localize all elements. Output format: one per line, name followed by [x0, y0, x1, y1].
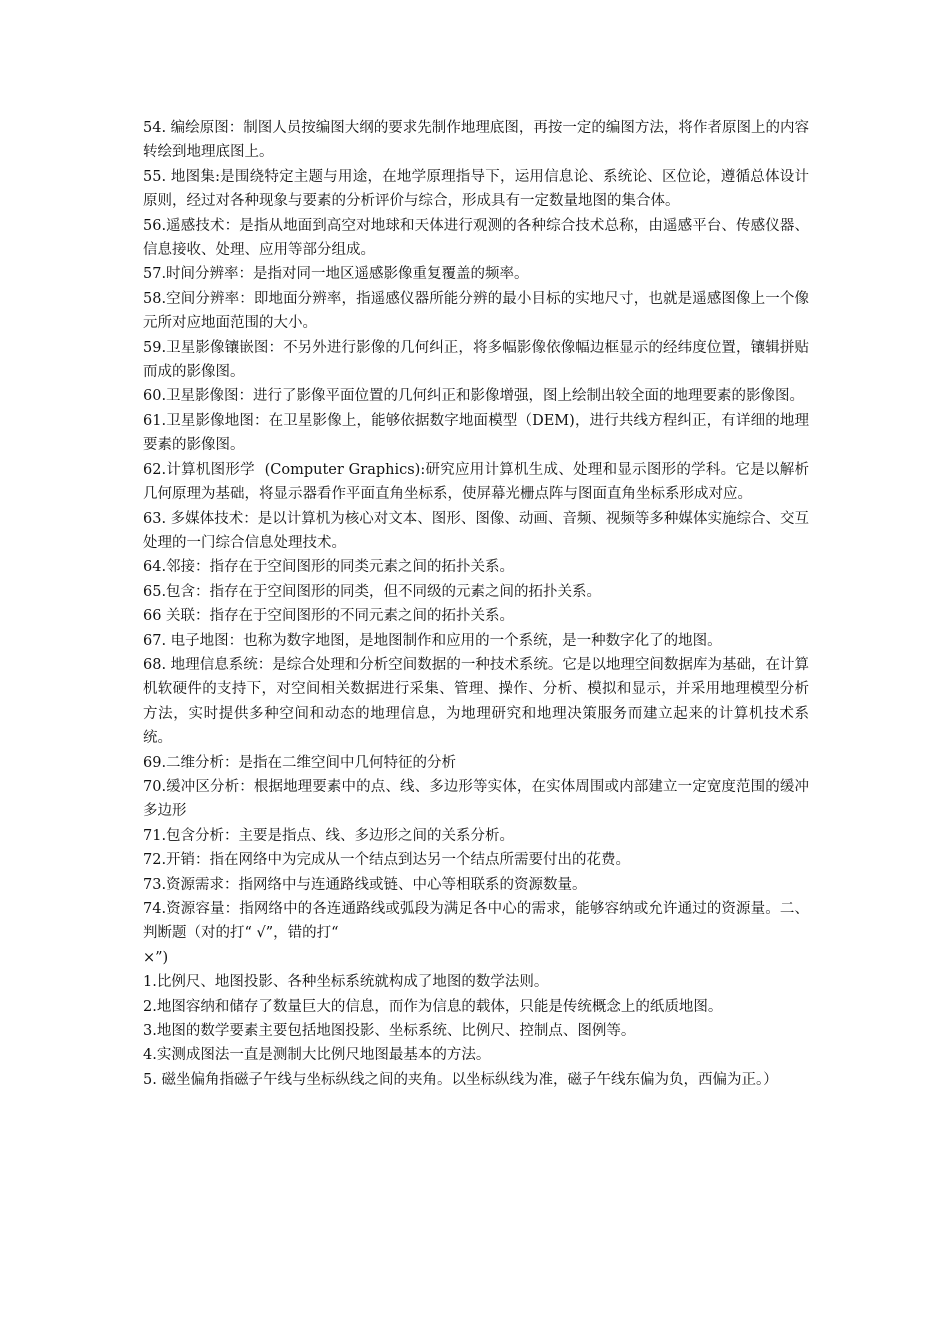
paragraph-62: 62.计算机图形学 (Computer Graphics):研究应用计算机生成、处理和显示图形的学科。它是以解析几何原理为基础，将显示器看作平面直角坐标系，使屏幕光栅点阵与图面直角坐标系形成对应。	[143, 461, 809, 503]
paragraph-71: 71.包含分析：主要是指点、线、多边形之间的关系分析。	[143, 827, 515, 844]
paragraph-judgement-3: 3.地图的数学要素主要包括地图投影、坐标系统、比例尺、控制点、图例等。	[143, 1023, 636, 1040]
paragraph-68: 68. 地理信息系统：是综合处理和分析空间数据的一种技术系统。它是以地理空间数据库为基础，在计算机软硬件的支持下，对空间相关数据进行采集、管理、操作、分析、模拟和显示，并采用地理模型分析方法，实时提供多种空间和动态的地理信息，为地理研究和地理决策服务而建立起来的计算机技术系统。	[143, 656, 809, 747]
paragraph-57: 57.时间分辨率：是指对同一地区遥感影像重复覆盖的频率。	[143, 266, 529, 283]
paragraph-73: 73.资源需求：指网络中与连通路线或链、中心等相联系的资源数量。	[143, 876, 587, 893]
paragraph-judgement-2: 2.地图容纳和储存了数量巨大的信息，而作为信息的载体，只能是传统概念上的纸质地图。	[143, 998, 723, 1015]
paragraph-72: 72.开销：指在网络中为完成从一个结点到达另一个结点所需要付出的花费。	[143, 852, 631, 869]
paragraph-66: 66 关联：指存在于空间图形的不同元素之间的拓扑关系。	[143, 608, 515, 625]
document-page	[143, 116, 809, 1092]
paragraph-judgement-4: 4.实测成图法一直是测制大比例尺地图最基本的方法。	[143, 1047, 491, 1064]
paragraph-59: 59.卫星影像镶嵌图：不另外进行影像的几何纠正，将多幅影像依像幅边框显示的经纬度位置，镶辑拼贴而成的影像图。	[143, 339, 809, 381]
paragraph-69: 69.二维分析：是指在二维空间中几何特征的分析	[143, 754, 457, 771]
paragraph-61: 61.卫星影像地图：在卫星影像上，能够依据数字地面模型（DEM)，进行共线方程纠正，有详细的地理要素的影像图。	[143, 412, 809, 454]
paragraph-judgement-1: 1.比例尺、地图投影、各种坐标系统就构成了地图的数学法则。	[143, 974, 549, 991]
paragraph-56: 56.遥感技术：是指从地面到高空对地球和天体进行观测的各种综合技术总称，由遥感平台、传感仪器、信息接收、处理、应用等部分组成。	[143, 217, 809, 259]
paragraph-63: 63. 多媒体技术：是以计算机为核心对文本、图形、图像、动画、音频、视频等多种媒体实施综合、交互处理的一门综合信息处理技术。	[143, 510, 809, 551]
paragraph-54: 54. 编绘原图：制图人员按编图大纲的要求先制作地理底图，再按一定的编图方法，将作者原图上的内容转绘到地理底图上。	[143, 120, 809, 161]
paragraph-58: 58.空间分辨率：即地面分辨率，指遥感仪器所能分辨的最小目标的实地尺寸，也就是遥感图像上一个像元所对应地面范围的大小。	[143, 290, 809, 332]
paragraph-67: 67. 电子地图：也称为数字地图，是地图制作和应用的一个系统，是一种数字化了的地图。	[143, 632, 722, 649]
paragraph-64: 64.邻接：指存在于空间图形的同类元素之间的拓扑关系。	[143, 559, 515, 576]
paragraph-judgement-note: ×”)	[143, 949, 169, 966]
paragraph-60: 60.卫星影像图：进行了影像平面位置的几何纠正和影像增强，图上绘制出较全面的地理要素的影像图。	[143, 388, 805, 405]
paragraph-70: 70.缓冲区分析：根据地理要素中的点、线、多边形等实体，在实体周围或内部建立一定宽度范围的缓冲多边形	[143, 778, 809, 820]
paragraph-judgement-5: 5. 磁坐偏角指磁子午线与坐标纵线之间的夹角。以坐标纵线为准，磁子午线东偏为负，西偏为正。）	[143, 1071, 778, 1088]
paragraph-55: 55. 地图集:是围绕特定主题与用途，在地学原理指导下，运用信息论、系统论、区位论，遵循总体设计原则，经过对各种现象与要素的分析评价与综合，形成具有一定数量地图的集合体。	[143, 168, 809, 210]
paragraph-74: 74.资源容量：指网络中的各连通路线或弧段为满足各中心的需求，能够容纳或允许通过的资源量。二、判断题（对的打“ √”，错的打“	[143, 901, 809, 942]
paragraph-65: 65.包含：指存在于空间图形的同类，但不同级的元素之间的拓扑关系。	[143, 583, 602, 600]
